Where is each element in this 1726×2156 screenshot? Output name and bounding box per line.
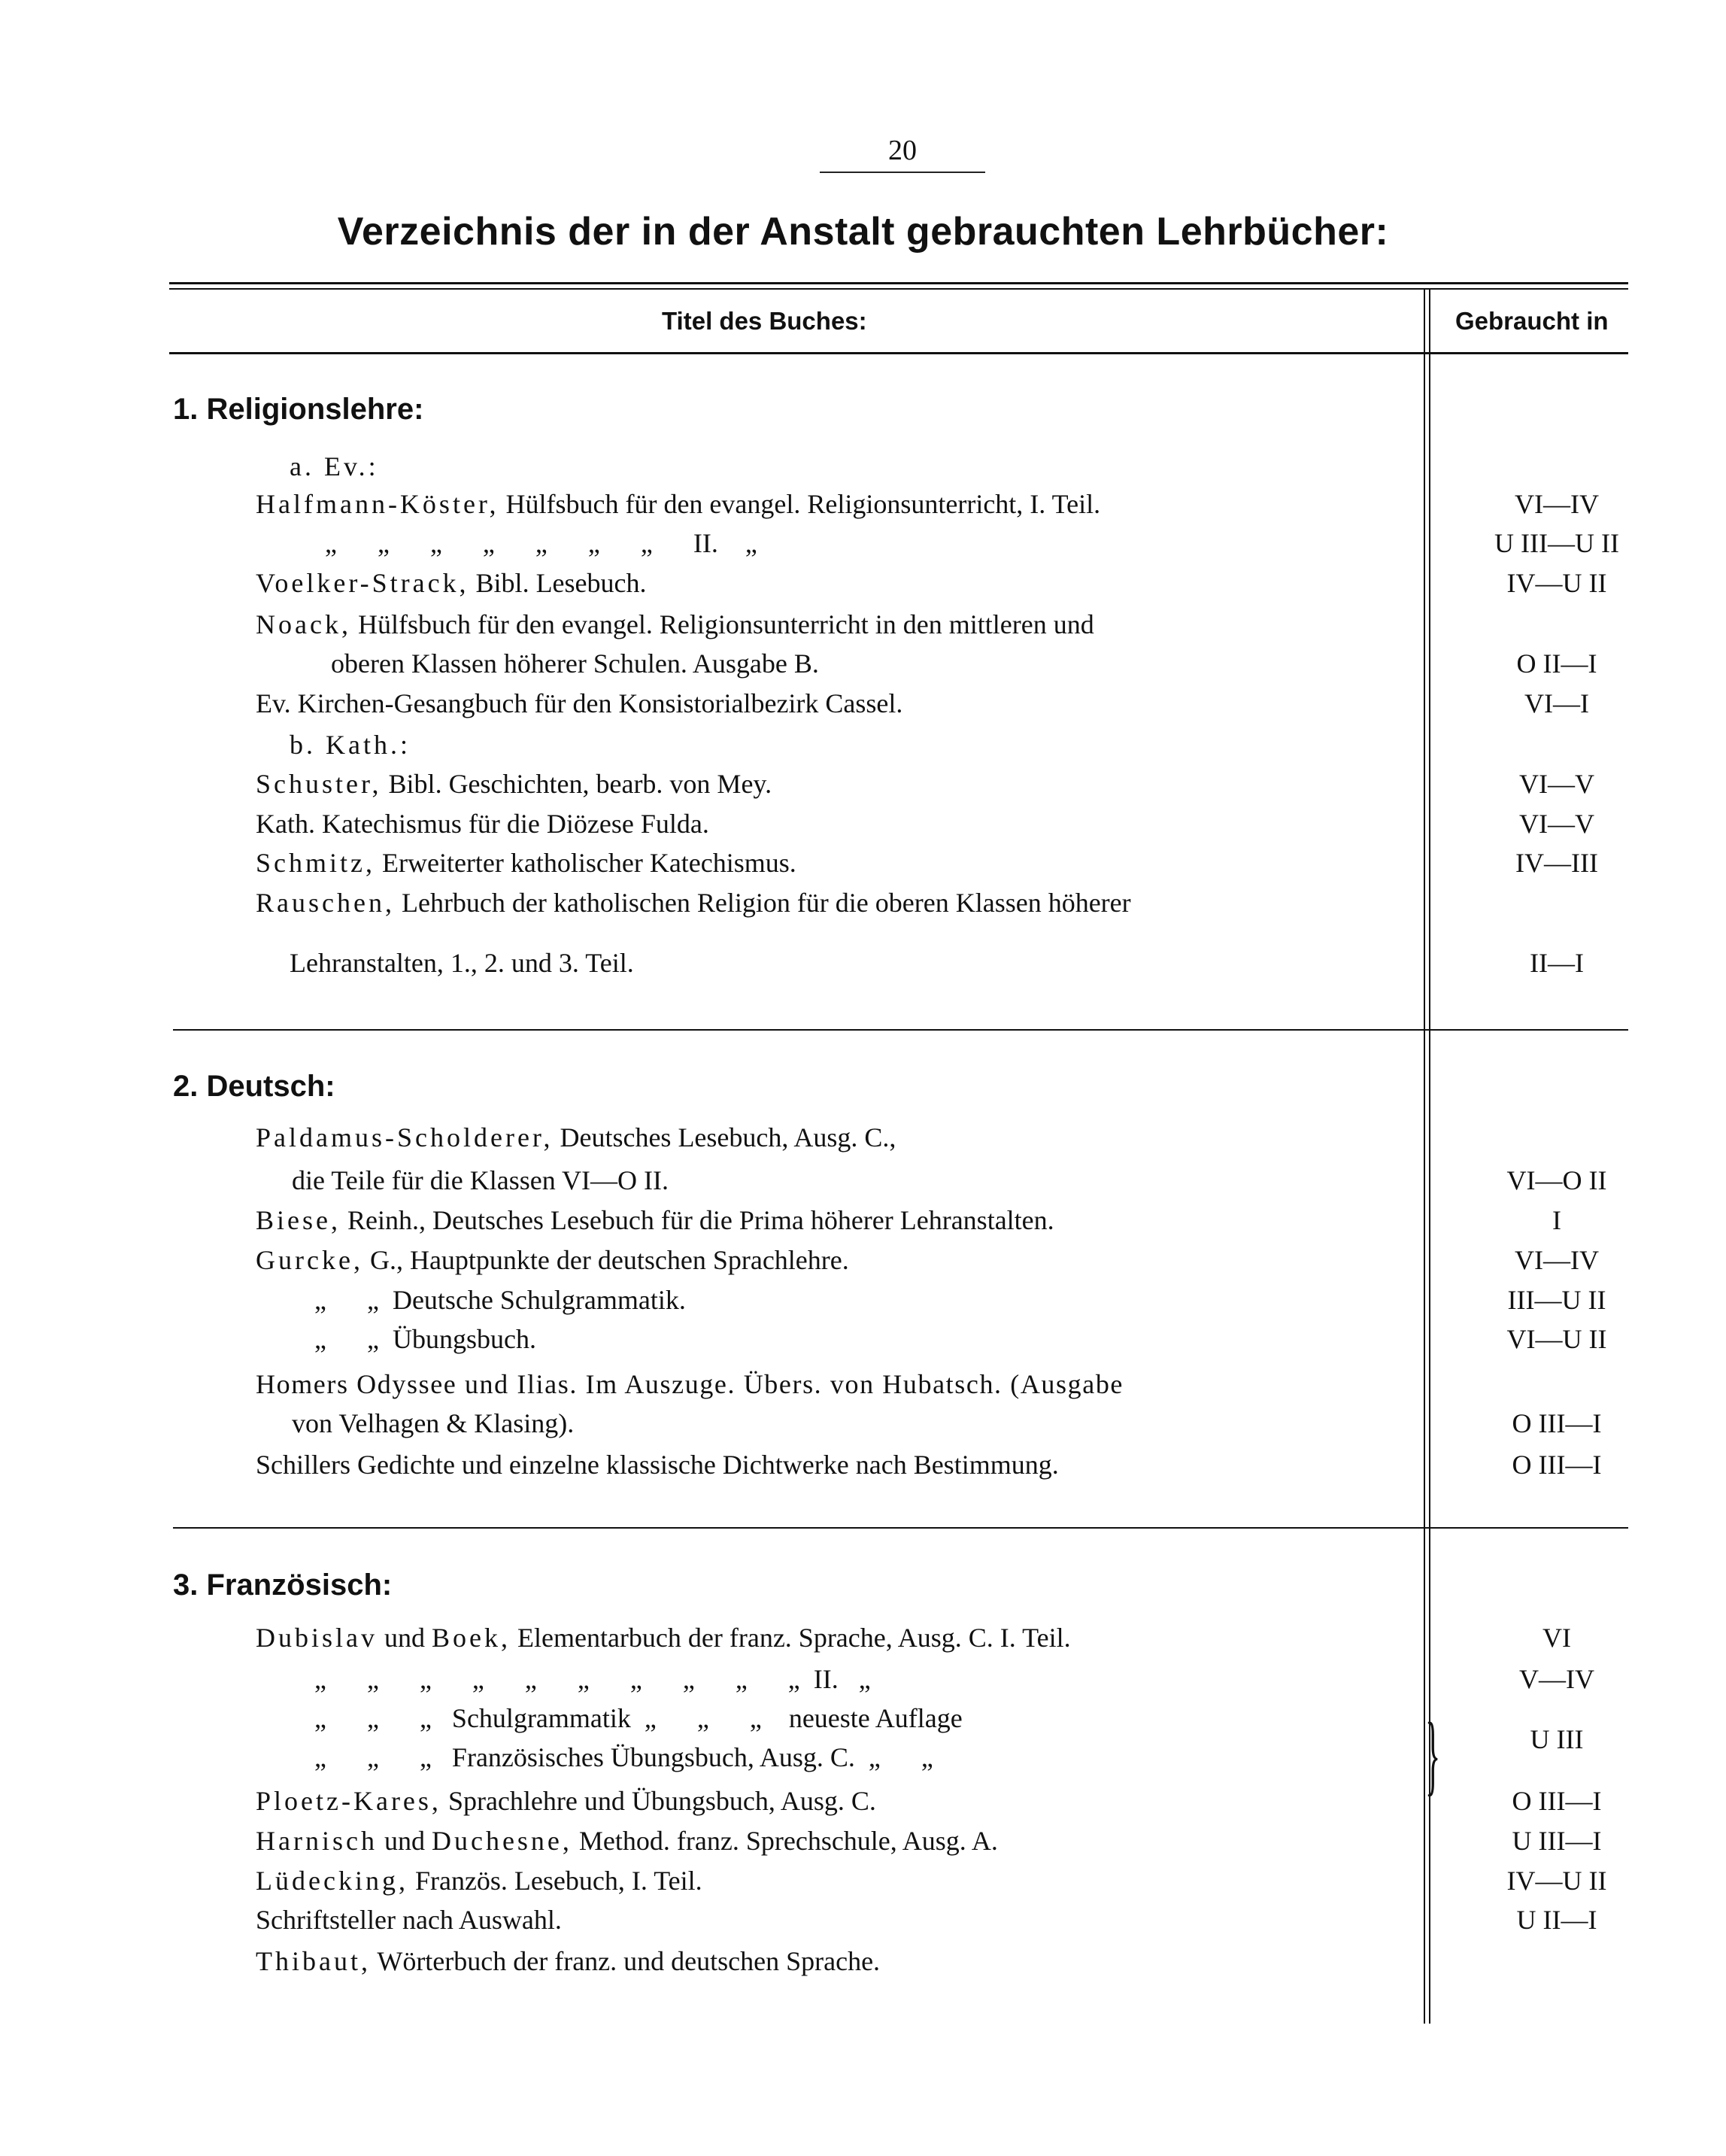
column-header-title: Titel des Buches: bbox=[662, 307, 867, 335]
usage-cell: U II—I bbox=[1516, 1905, 1597, 1935]
ditto-line: „ „ „ Schulgrammatik „ „ „ neueste Auflage bbox=[314, 1703, 963, 1733]
book-entry: Homers Odyssee und Ilias. Im Auszuge. Übers. von Hubatsch. (Ausgabe bbox=[256, 1369, 1124, 1399]
header-bottom-rule bbox=[169, 352, 1628, 354]
subheading-katholisch: b. Kath.: bbox=[290, 730, 411, 760]
book-entry-continuation: Lehranstalten, 1., 2. und 3. Teil. bbox=[290, 948, 634, 978]
book-entry: Thibaut, Wörterbuch der franz. und deutschen Sprache. bbox=[256, 1946, 881, 1976]
ditto-line: „ „ „ „ „ „ „ „ „ „ II. „ bbox=[314, 1664, 871, 1694]
usage-cell: VI—IV bbox=[1515, 1245, 1599, 1275]
usage-cell: O III—I bbox=[1512, 1408, 1602, 1438]
book-entry: Voelker-Strack, Bibl. Lesebuch. bbox=[256, 568, 647, 598]
book-entry: Rauschen, Lehrbuch der katholischen Religion für die oberen Klassen höherer bbox=[256, 888, 1131, 918]
book-entry: Lüdecking, Französ. Lesebuch, I. Teil. bbox=[256, 1866, 702, 1896]
book-entry: Schillers Gedichte und einzelne klassische Dichtwerke nach Bestimmung. bbox=[256, 1450, 1059, 1480]
ditto-line: „ „ „ „ „ „ „ II. „ bbox=[325, 528, 757, 558]
usage-cell: O II—I bbox=[1516, 648, 1597, 679]
usage-cell: VI—V bbox=[1519, 769, 1594, 799]
usage-cell: IV—U II bbox=[1506, 568, 1607, 598]
usage-cell: I bbox=[1552, 1205, 1561, 1235]
book-entry: Halfmann-Köster, Hülfsbuch für den evangel. Religionsunterricht, I. Teil. bbox=[256, 489, 1101, 519]
section-divider-2 bbox=[173, 1527, 1628, 1529]
book-entry: Ploetz-Kares, Sprachlehre und Übungsbuch, Ausg. C. bbox=[256, 1786, 876, 1816]
brace-bracket: } bbox=[1425, 1704, 1441, 1804]
section-heading-religionslehre: 1. Religionslehre: bbox=[173, 393, 424, 426]
book-entry: Paldamus-Scholderer, Deutsches Lesebuch, Ausg. C., bbox=[256, 1122, 896, 1152]
ditto-line: „ „ „ Französisches Übungsbuch, Ausg. C. „ „ bbox=[314, 1742, 933, 1772]
book-entry: Dubislav und Boek, Elementarbuch der franz. Sprache, Ausg. C. I. Teil. bbox=[256, 1623, 1071, 1653]
ditto-line: „ „ Übungsbuch. bbox=[314, 1324, 536, 1354]
book-entry: Ev. Kirchen-Gesangbuch für den Konsistorialbezirk Cassel. bbox=[256, 688, 903, 718]
usage-cell: III—U II bbox=[1507, 1285, 1606, 1315]
table-top-rule-1 bbox=[169, 282, 1628, 284]
book-entry: Harnisch und Duchesne, Method. franz. Sprechschule, Ausg. A. bbox=[256, 1826, 998, 1856]
book-entry: Gurcke, G., Hauptpunkte der deutschen Sprachlehre. bbox=[256, 1245, 849, 1275]
book-entry: Biese, Reinh., Deutsches Lesebuch für die Prima höherer Lehranstalten. bbox=[256, 1205, 1054, 1235]
usage-cell: U III—U II bbox=[1494, 528, 1619, 558]
book-entry-continuation: von Velhagen & Klasing). bbox=[292, 1408, 575, 1438]
section-divider-1 bbox=[173, 1029, 1628, 1031]
section-heading-franzoesisch: 3. Französisch: bbox=[173, 1568, 393, 1602]
usage-cell: VI—V bbox=[1519, 809, 1594, 839]
page-title: Verzeichnis der in der Anstalt gebrauchten Lehrbücher: bbox=[337, 210, 1389, 254]
usage-cell: IV—III bbox=[1515, 848, 1598, 878]
usage-cell: VI—IV bbox=[1515, 489, 1599, 519]
usage-cell: V—IV bbox=[1519, 1664, 1594, 1694]
subheading-evangelisch: a. Ev.: bbox=[290, 451, 379, 481]
usage-cell: O III—I bbox=[1512, 1450, 1602, 1480]
page-number-rule bbox=[820, 172, 985, 173]
book-entry: Schriftsteller nach Auswahl. bbox=[256, 1905, 562, 1935]
column-header-usage: Gebraucht in bbox=[1455, 307, 1609, 335]
usage-cell: IV—U II bbox=[1506, 1866, 1607, 1896]
usage-cell: U III bbox=[1530, 1724, 1584, 1754]
book-entry: Kath. Katechismus für die Diözese Fulda. bbox=[256, 809, 709, 839]
ditto-line: „ „ Deutsche Schulgrammatik. bbox=[314, 1285, 686, 1315]
book-entry-continuation: oberen Klassen höherer Schulen. Ausgabe B. bbox=[331, 648, 819, 679]
book-entry: Noack, Hülfsbuch für den evangel. Religionsunterricht in den mittleren und bbox=[256, 609, 1094, 639]
usage-cell: U III—I bbox=[1512, 1826, 1602, 1856]
book-entry: Schmitz, Erweiterter katholischer Katechismus. bbox=[256, 848, 796, 878]
usage-cell: VI—O II bbox=[1506, 1165, 1607, 1195]
page-number: 20 bbox=[888, 135, 917, 166]
book-entry-continuation: die Teile für die Klassen VI—O II. bbox=[292, 1165, 669, 1195]
usage-cell: VI—U II bbox=[1506, 1324, 1607, 1354]
section-heading-deutsch: 2. Deutsch: bbox=[173, 1070, 335, 1103]
table-top-rule-2 bbox=[169, 288, 1628, 290]
book-entry: Schuster, Bibl. Geschichten, bearb. von Mey. bbox=[256, 769, 772, 799]
usage-cell: II—I bbox=[1530, 948, 1584, 978]
usage-cell: VI bbox=[1542, 1623, 1571, 1653]
usage-cell: O III—I bbox=[1512, 1786, 1602, 1816]
usage-cell: VI—I bbox=[1524, 688, 1589, 718]
